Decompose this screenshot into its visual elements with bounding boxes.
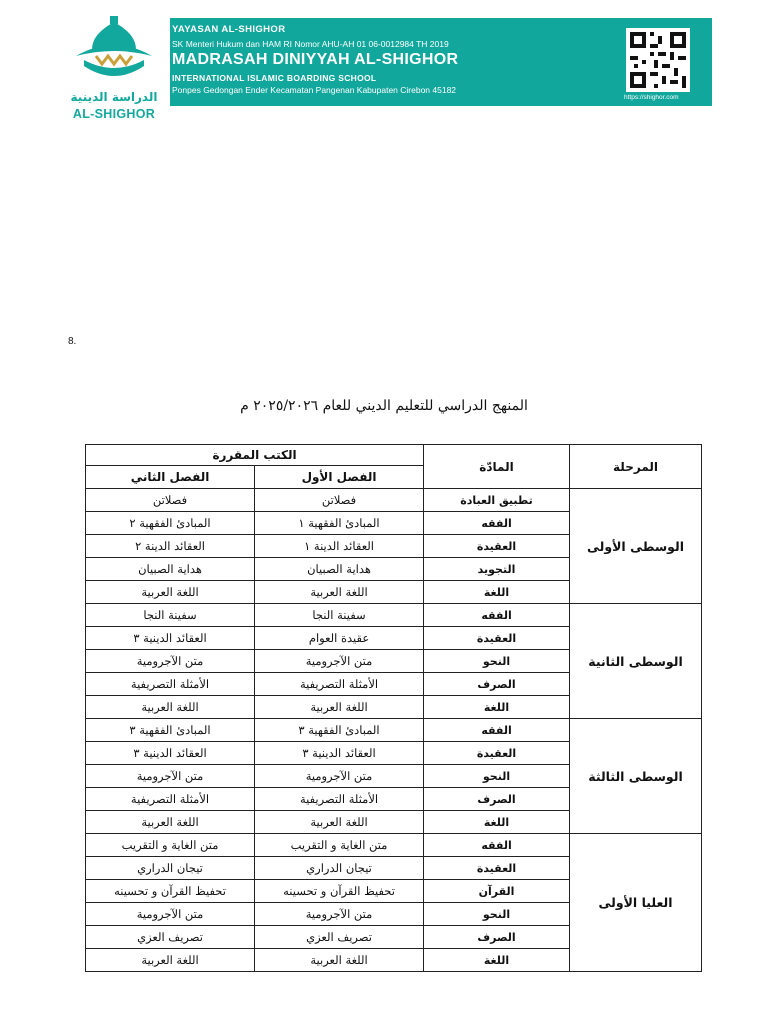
- subject-cell: الفقه: [424, 512, 570, 535]
- table-row: [86, 604, 702, 627]
- books-header: الكتب المقررة: [86, 445, 424, 466]
- semester-1-book-cell: متن الآجرومية: [255, 650, 424, 673]
- semester-1-book-cell: اللغة العربية: [255, 949, 424, 972]
- semester-1-book-cell: العقائد الدينة ١: [255, 535, 424, 558]
- level-header: المرحلة: [570, 445, 702, 489]
- semester-1-book-cell: العقائد الدينية ٣: [255, 742, 424, 765]
- semester-1-book-cell: عقيدة العوام: [255, 627, 424, 650]
- table-row: [86, 489, 702, 512]
- logo-arabic-text: الدراسة الدينية: [70, 90, 158, 104]
- semester-2-book-cell: المبادئ الفقهية ٣: [86, 719, 255, 742]
- school-logo: [64, 14, 164, 121]
- semester-2-book-cell: اللغة العربية: [86, 581, 255, 604]
- semester-1-book-cell: اللغة العربية: [255, 696, 424, 719]
- semester-1-book-cell: الأمثلة التصريفية: [255, 673, 424, 696]
- semester-1-book-cell: المبادئ الفقهية ١: [255, 512, 424, 535]
- semester-2-book-cell: الأمثلة التصريفية: [86, 788, 255, 811]
- semester-2-book-cell: العقائد الدينية ٣: [86, 742, 255, 765]
- subject-cell: النحو: [424, 650, 570, 673]
- semester-2-book-cell: العقائد الدينية ٣: [86, 627, 255, 650]
- subject-cell: الفقه: [424, 719, 570, 742]
- table-header-row: [86, 445, 702, 466]
- decree-text: SK Menteri Hukum dan HAM RI Nomor AHU-AH 01 06-0012984 TH 2019: [172, 39, 449, 49]
- letterhead-banner: [170, 18, 712, 106]
- subject-cell: العقيدة: [424, 535, 570, 558]
- semester-1-book-cell: متن الغاية و التقريب: [255, 834, 424, 857]
- semester-2-header: الفصل الثاني: [86, 466, 255, 489]
- subject-cell: الفقه: [424, 604, 570, 627]
- level-cell: الوسطى الأولى: [570, 489, 702, 604]
- semester-2-book-cell: متن الآجرومية: [86, 903, 255, 926]
- semester-1-book-cell: اللغة العربية: [255, 581, 424, 604]
- semester-2-book-cell: متن الآجرومية: [86, 765, 255, 788]
- semester-2-book-cell: الأمثلة التصريفية: [86, 673, 255, 696]
- semester-2-book-cell: تيجان الدراري: [86, 857, 255, 880]
- subject-cell: اللغة: [424, 811, 570, 834]
- semester-1-book-cell: اللغة العربية: [255, 811, 424, 834]
- semester-2-book-cell: المبادئ الفقهية ٢: [86, 512, 255, 535]
- subject-header: المادّة: [424, 445, 570, 489]
- subject-cell: اللغة: [424, 949, 570, 972]
- qr-code-icon: [626, 28, 690, 92]
- school-subtitle: INTERNATIONAL ISLAMIC BOARDING SCHOOL: [172, 73, 377, 83]
- subject-cell: الصرف: [424, 926, 570, 949]
- subject-cell: النحو: [424, 903, 570, 926]
- semester-1-book-cell: متن الآجرومية: [255, 765, 424, 788]
- subject-cell: الفقه: [424, 834, 570, 857]
- level-cell: الوسطى الثالثة: [570, 719, 702, 834]
- subject-cell: تطبيق العبادة: [424, 489, 570, 512]
- semester-1-header: الفصل الأول: [255, 466, 424, 489]
- semester-2-book-cell: اللغة العربية: [86, 949, 255, 972]
- semester-2-book-cell: هداية الصبيان: [86, 558, 255, 581]
- subject-cell: الصرف: [424, 673, 570, 696]
- foundation-name: YAYASAN AL-SHIGHOR: [172, 24, 286, 35]
- semester-1-book-cell: سفينة النجا: [255, 604, 424, 627]
- semester-2-book-cell: فصلاتن: [86, 489, 255, 512]
- semester-2-book-cell: العقائد الدينة ٢: [86, 535, 255, 558]
- subject-cell: القرآن: [424, 880, 570, 903]
- level-cell: الوسطى الثانية: [570, 604, 702, 719]
- semester-1-book-cell: هداية الصبيان: [255, 558, 424, 581]
- semester-2-book-cell: تحفيظ القرآن و تحسينه: [86, 880, 255, 903]
- website-url: https://shighor.com: [624, 94, 679, 101]
- logo-latin-text: AL-SHIGHOR: [72, 107, 156, 121]
- semester-2-book-cell: اللغة العربية: [86, 696, 255, 719]
- subject-cell: الصرف: [424, 788, 570, 811]
- semester-1-book-cell: المبادئ الفقهية ٣: [255, 719, 424, 742]
- semester-2-book-cell: تصريف العزي: [86, 926, 255, 949]
- subject-cell: العقيدة: [424, 742, 570, 765]
- subject-cell: العقيدة: [424, 857, 570, 880]
- semester-1-book-cell: تيجان الدراري: [255, 857, 424, 880]
- document-title: المنهج الدراسي للتعليم الديني للعام ٢٠٢٥/٢٠٢٦ م: [240, 398, 528, 414]
- table-row: [86, 719, 702, 742]
- subject-cell: اللغة: [424, 696, 570, 719]
- curriculum-table: [85, 444, 702, 972]
- mosque-emblem-icon: [70, 16, 158, 92]
- item-number: 8.: [68, 336, 77, 347]
- semester-2-book-cell: اللغة العربية: [86, 811, 255, 834]
- semester-2-book-cell: متن الغاية و التقريب: [86, 834, 255, 857]
- semester-1-book-cell: تحفيظ القرآن و تحسينه: [255, 880, 424, 903]
- semester-1-book-cell: فصلاتن: [255, 489, 424, 512]
- school-address: Ponpes Gedongan Ender Kecamatan Pangenan Kabupaten Cirebon 45182: [172, 85, 457, 95]
- semester-2-book-cell: سفينة النجا: [86, 604, 255, 627]
- semester-1-book-cell: تصريف العزي: [255, 926, 424, 949]
- subject-cell: النحو: [424, 765, 570, 788]
- subject-cell: اللغة: [424, 581, 570, 604]
- subject-cell: العقيدة: [424, 627, 570, 650]
- semester-1-book-cell: متن الآجرومية: [255, 903, 424, 926]
- semester-2-book-cell: متن الآجرومية: [86, 650, 255, 673]
- table-row: [86, 834, 702, 857]
- level-cell: العليا الأولى: [570, 834, 702, 972]
- subject-cell: التجويد: [424, 558, 570, 581]
- semester-1-book-cell: الأمثلة التصريفية: [255, 788, 424, 811]
- school-name: MADRASAH DINIYYAH AL-SHIGHOR: [172, 51, 459, 68]
